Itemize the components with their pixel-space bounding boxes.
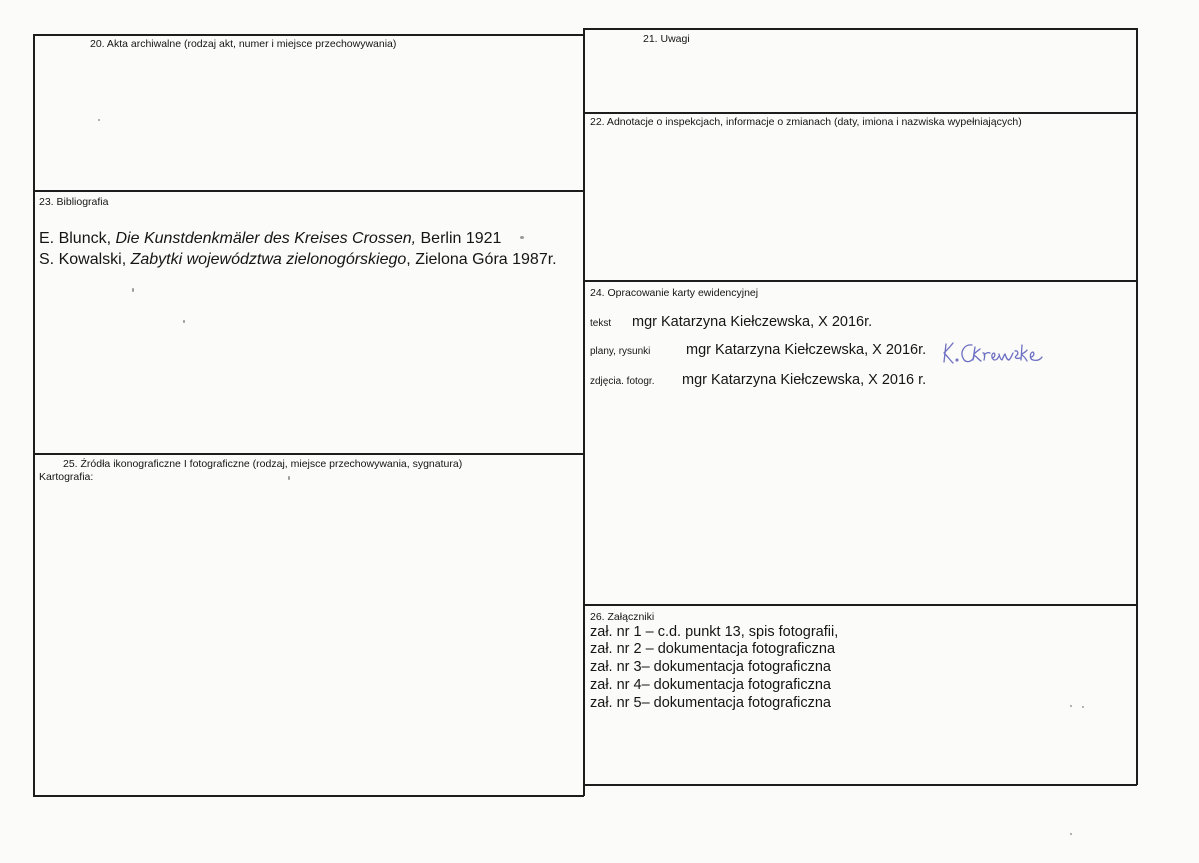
scan-speck xyxy=(1070,833,1072,835)
frame-left xyxy=(33,34,35,796)
field-22-label: 22. Adnotacje o inspekcjach, informacje o zmianach (daty, imiona i nazwiska wypełniających) xyxy=(590,116,1022,128)
frame-bottom xyxy=(33,795,584,797)
scan-speck xyxy=(520,236,524,239)
field-26-label: 26. Załączniki xyxy=(590,611,655,623)
scan-speck xyxy=(98,119,100,121)
field-24-label: 24. Opracowanie karty ewidencyjnej xyxy=(590,287,759,299)
scan-speck xyxy=(1082,706,1084,708)
frame-right xyxy=(1136,28,1138,785)
field-25-sublabel: Kartografia: xyxy=(39,471,94,483)
divider-23-25 xyxy=(33,453,584,455)
signature-image xyxy=(938,336,1048,372)
attachment-item: zał. nr 3– dokumentacja fotograficzna xyxy=(590,659,831,675)
attachment-item: zał. nr 4– dokumentacja fotograficzna xyxy=(590,677,831,693)
field-23-label: 23. Bibliografia xyxy=(39,196,109,208)
frame-top-right xyxy=(583,28,1137,30)
attachment-item: zał. nr 2 – dokumentacja fotograficzna xyxy=(590,641,836,657)
author-role: tekst xyxy=(590,318,612,329)
bibliography-title: Zabytki województwa zielonogórskiego xyxy=(130,251,407,268)
scan-speck xyxy=(183,320,185,323)
bibliography-publication: Berlin 1921 xyxy=(416,230,502,247)
frame-bottom-right xyxy=(583,784,1137,786)
author-value: mgr Katarzyna Kiełczewska, X 2016 r. xyxy=(682,372,927,388)
frame-middle xyxy=(583,28,585,796)
author-role: plany, rysunki xyxy=(590,346,651,357)
divider-22-24 xyxy=(583,280,1137,282)
author-value: mgr Katarzyna Kiełczewska, X 2016r. xyxy=(632,314,873,330)
field-20-label: 20. Akta archiwalne (rodzaj akt, numer i miejsce przechowywania) xyxy=(90,38,397,50)
attachment-item: zał. nr 5– dokumentacja fotograficzna xyxy=(590,695,831,711)
bibliography-entry xyxy=(39,229,501,248)
bibliography-entry xyxy=(39,250,557,269)
bibliography-publication: , Zielona Góra 1987r. xyxy=(406,251,557,268)
scan-speck xyxy=(1070,705,1072,707)
field-21-label: 21. Uwagi xyxy=(643,33,690,45)
field-25-label: 25. Źródła ikonograficzne I fotograficzne (rodzaj, miejsce przechowywania, sygnatura) xyxy=(63,458,463,470)
divider-20-23 xyxy=(33,190,584,192)
divider-24-26 xyxy=(583,604,1137,606)
bibliography-title: Die Kunstdenkmäler des Kreises Crossen, xyxy=(115,230,417,247)
bibliography-author: E. Blunck, xyxy=(39,230,116,247)
divider-21-22 xyxy=(583,112,1137,114)
frame-top xyxy=(33,34,584,36)
attachment-item: zał. nr 1 – c.d. punkt 13, spis fotografii, xyxy=(590,624,839,640)
author-role: zdjęcia. fotogr. xyxy=(590,376,655,387)
author-value: mgr Katarzyna Kiełczewska, X 2016r. xyxy=(686,342,927,358)
scan-speck xyxy=(288,476,290,480)
bibliography-author: S. Kowalski, xyxy=(39,251,131,268)
scan-speck xyxy=(132,288,134,292)
